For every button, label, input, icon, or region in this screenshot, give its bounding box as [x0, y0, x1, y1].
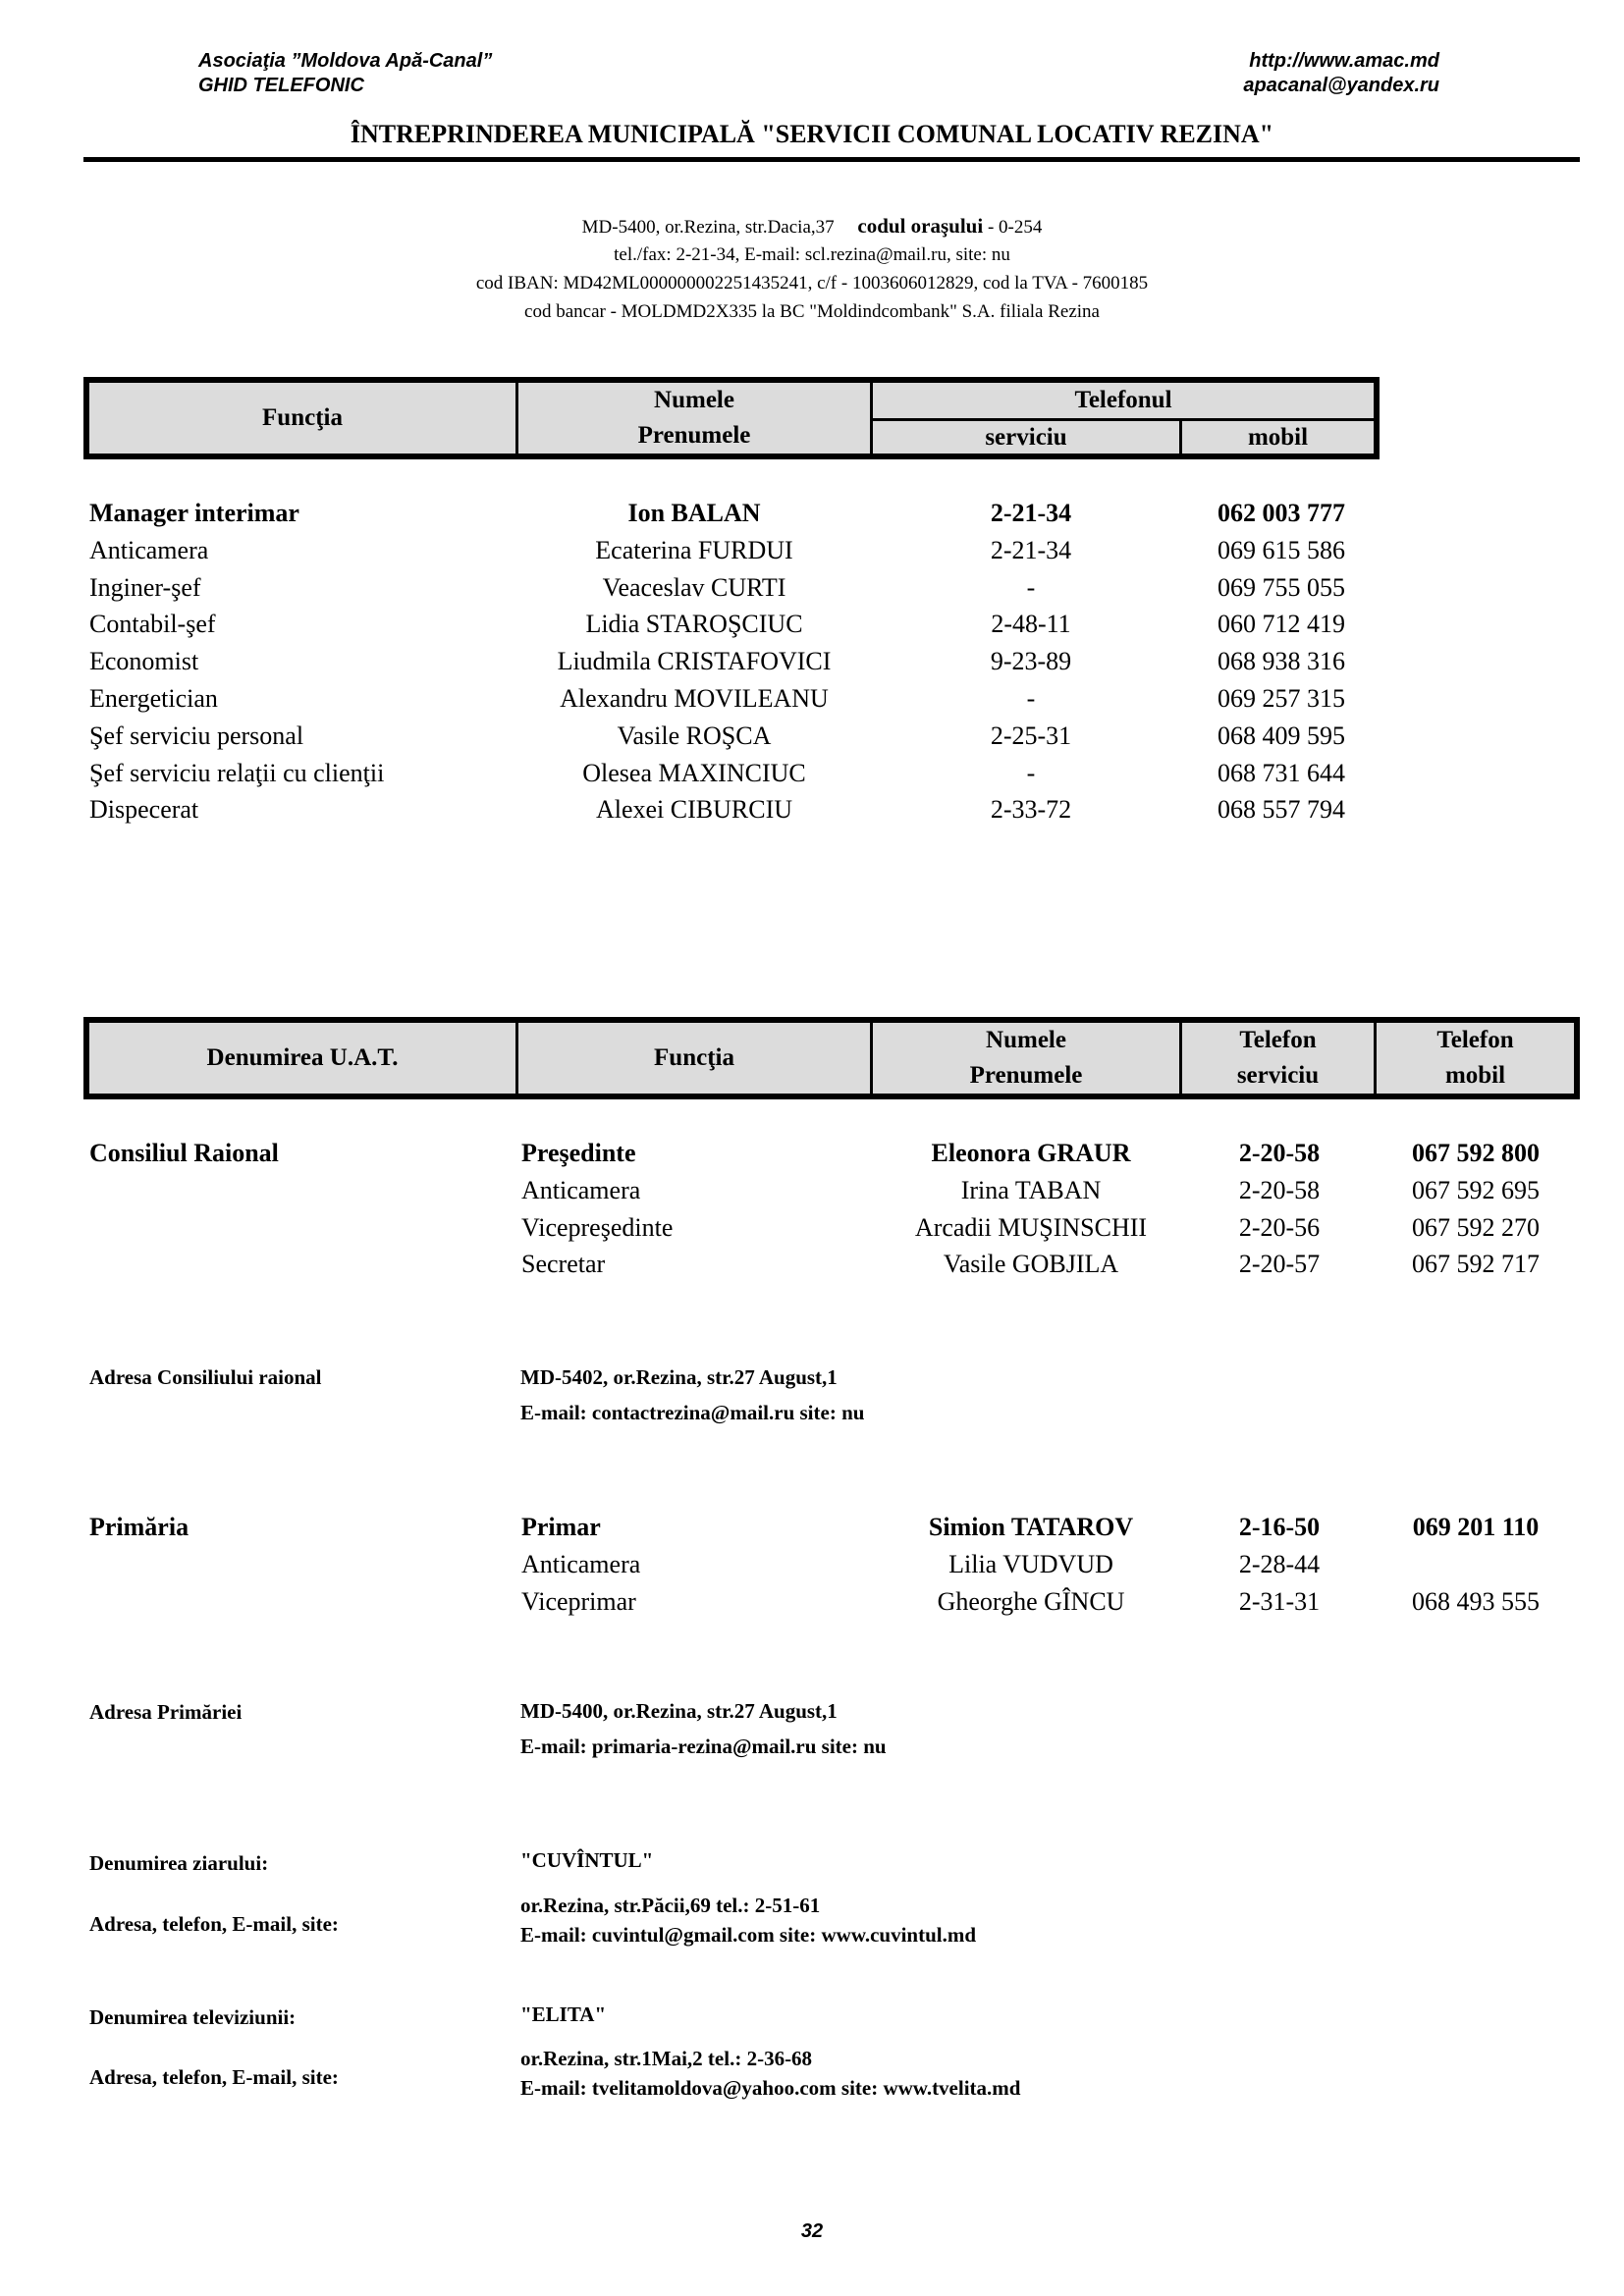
table2-header-uat: Denumirea U.A.T. — [86, 1020, 518, 1096]
tv-label: Denumirea televiziunii: — [89, 2005, 297, 2029]
table1-cell-nume: Alexandru MOVILEANU — [560, 684, 829, 713]
table1-header-functia: Funcţia — [86, 380, 518, 456]
table1-cell-mobil: 068 731 644 — [1218, 758, 1345, 787]
company-info-line1: MD-5400, or.Rezina, str.Dacia,37 codul oraşului - 0-254 — [581, 214, 1043, 238]
table1-cell-mobil: 069 615 586 — [1218, 535, 1345, 564]
table2-header-functia: Funcţia — [515, 1020, 873, 1096]
table1-header-mobil: mobil — [1179, 418, 1377, 456]
uat-primaria-name: Primăria — [89, 1513, 189, 1541]
tv-name: "ELITA" — [520, 2002, 607, 2026]
header-org: Asociaţia ”Moldova Apă-Canal” — [198, 50, 493, 72]
table1-cell-mobil: 068 938 316 — [1218, 647, 1345, 676]
ziar-label: Denumirea ziarului: — [89, 1851, 269, 1875]
table1-cell-serviciu: - — [1026, 684, 1036, 713]
table1-cell-serviciu: 2-21-34 — [990, 535, 1072, 564]
table2-cell-serviciu: 2-20-56 — [1238, 1212, 1321, 1242]
table1-cell-nume: Ecaterina FURDUI — [595, 535, 793, 564]
table2-cell-functia: Preşedinte — [521, 1139, 636, 1167]
table1-cell-functia: Şef serviciu personal — [89, 721, 304, 750]
primaria-address-label: Adresa Primăriei — [89, 1700, 243, 1724]
header-guide: GHID TELEFONIC — [198, 75, 364, 96]
consiliul-address-label: Adresa Consiliului raional — [89, 1365, 322, 1389]
table2-cell-functia: Primar — [521, 1513, 601, 1541]
table2-cell-nume: Gheorghe GÎNCU — [937, 1586, 1125, 1616]
table2-cell-nume: Eleonora GRAUR — [931, 1139, 1131, 1167]
table2-cell-mobil: 067 592 270 — [1412, 1212, 1540, 1242]
table2-cell-nume: Lilia VUDVUD — [948, 1549, 1113, 1578]
table1-cell-functia: Energetician — [89, 684, 218, 713]
table2-header-tel-mobil: Telefon mobil — [1374, 1020, 1577, 1096]
ziar-name: "CUVÎNTUL" — [520, 1848, 654, 1872]
table2-cell-serviciu: 2-20-58 — [1238, 1175, 1321, 1204]
table1-header-serviciu: serviciu — [870, 418, 1182, 456]
company-info-line2: tel./fax: 2-21-34, E-mail: scl.rezina@mail.ru, site: nu — [614, 244, 1010, 265]
table1-cell-nume: Alexei CIBURCIU — [595, 795, 793, 825]
table1-cell-functia: Şef serviciu relaţii cu clienţii — [89, 758, 385, 787]
page-number: 32 — [800, 2220, 824, 2242]
table1-cell-mobil: 069 755 055 — [1218, 572, 1345, 602]
table1-header-telefonul: Telefonul — [870, 380, 1377, 421]
table2-cell-serviciu: 2-20-57 — [1238, 1250, 1321, 1279]
table1-cell-serviciu: 2-33-72 — [990, 795, 1072, 825]
table2-cell-mobil — [1373, 1546, 1579, 1582]
tv-address-line1: or.Rezina, str.1Mai,2 tel.: 2-36-68 — [520, 2047, 813, 2070]
table1-cell-mobil: 069 257 315 — [1218, 684, 1345, 713]
table2-cell-serviciu: 2-16-50 — [1238, 1513, 1321, 1541]
table1-header-numele: Numele Prenumele — [515, 380, 873, 456]
table1-cell-mobil: 062 003 777 — [1218, 499, 1345, 527]
table1-cell-serviciu: 9-23-89 — [990, 647, 1072, 676]
table1-cell-functia: Dispecerat — [89, 795, 199, 825]
table1-cell-nume: Olesea MAXINCIUC — [582, 758, 806, 787]
table2-cell-mobil: 067 592 800 — [1412, 1139, 1540, 1167]
table2-cell-functia: Anticamera — [521, 1175, 641, 1204]
header-url: http://www.amac.md — [1249, 50, 1439, 72]
table1-cell-functia: Manager interimar — [89, 499, 299, 527]
table2-cell-mobil: 068 493 555 — [1412, 1586, 1540, 1616]
table2-cell-nume: Simion TATAROV — [928, 1513, 1134, 1541]
table1-cell-serviciu: - — [1026, 572, 1036, 602]
table1-cell-nume: Liudmila CRISTAFOVICI — [557, 647, 832, 676]
table1-cell-mobil: 068 557 794 — [1218, 795, 1345, 825]
consiliul-address-line1: MD-5402, or.Rezina, str.27 August,1 — [520, 1365, 838, 1389]
ziar-address-label: Adresa, telefon, E-mail, site: — [89, 1912, 339, 1936]
tv-address-label: Adresa, telefon, E-mail, site: — [89, 2065, 339, 2089]
page-title: ÎNTREPRINDEREA MUNICIPALĂ "SERVICII COMUNAL LOCATIV REZINA" — [350, 120, 1274, 148]
table1-cell-serviciu: 2-21-34 — [990, 499, 1072, 527]
table1-cell-serviciu: - — [1026, 758, 1036, 787]
header-email: apacanal@yandex.ru — [1243, 75, 1439, 96]
consiliul-address-line2: E-mail: contactrezina@mail.ru site: nu — [520, 1401, 865, 1424]
table1-cell-nume: Veaceslav CURTI — [602, 572, 786, 602]
table2-cell-functia: Anticamera — [521, 1549, 641, 1578]
primaria-address-line2: E-mail: primaria-rezina@mail.ru site: nu — [520, 1735, 887, 1758]
company-info-line4: cod bancar - MOLDMD2X335 la BC "Moldindcombank" S.A. filiala Rezina — [524, 301, 1100, 322]
table2-header-tel-serviciu: Telefon serviciu — [1179, 1020, 1377, 1096]
table2-cell-nume: Irina TABAN — [960, 1175, 1102, 1204]
table2-cell-mobil: 067 592 695 — [1412, 1175, 1540, 1204]
table2-cell-nume: Vasile GOBJILA — [943, 1250, 1119, 1279]
table1-cell-functia: Inginer-şef — [89, 572, 201, 602]
table2-cell-functia: Vicepreşedinte — [521, 1212, 674, 1242]
table2-cell-serviciu: 2-31-31 — [1238, 1586, 1321, 1616]
table1-cell-nume: Lidia STAROŞCIUC — [585, 610, 803, 639]
title-rule — [83, 157, 1580, 162]
table2-cell-serviciu: 2-28-44 — [1238, 1549, 1321, 1578]
table1-cell-functia: Economist — [89, 647, 199, 676]
table1-cell-nume: Ion BALAN — [627, 499, 761, 527]
table1-cell-nume: Vasile ROŞCA — [617, 721, 772, 750]
table1-cell-mobil: 060 712 419 — [1218, 610, 1345, 639]
table2-header — [83, 1017, 1580, 1099]
table1-header — [83, 377, 1380, 459]
table1-cell-functia: Anticamera — [89, 535, 209, 564]
table1-cell-mobil: 068 409 595 — [1218, 721, 1345, 750]
table1-cell-serviciu: 2-48-11 — [991, 610, 1071, 639]
ziar-address-line1: or.Rezina, str.Păcii,69 tel.: 2-51-61 — [520, 1894, 821, 1917]
ziar-address-line2: E-mail: cuvintul@gmail.com site: www.cuvintul.md — [520, 1923, 977, 1947]
table2-cell-serviciu: 2-20-58 — [1238, 1139, 1321, 1167]
company-info-line3: cod IBAN: MD42ML000000002251435241, c/f - 1003606012829, cod la TVA - 7600185 — [475, 273, 1149, 294]
table2-cell-nume: Arcadii MUŞINSCHII — [914, 1212, 1148, 1242]
table2-cell-functia: Secretar — [521, 1250, 606, 1279]
uat-consiliul-name: Consiliul Raional — [89, 1139, 279, 1167]
table1-cell-functia: Contabil-şef — [89, 610, 216, 639]
table2-cell-mobil: 069 201 110 — [1412, 1513, 1540, 1541]
tv-address-line2: E-mail: tvelitamoldova@yahoo.com site: www.tvelita.md — [520, 2076, 1021, 2100]
table2-cell-mobil: 067 592 717 — [1412, 1250, 1540, 1279]
table2-cell-functia: Viceprimar — [521, 1586, 636, 1616]
table2-header-numele: Numele Prenumele — [870, 1020, 1182, 1096]
table1-cell-serviciu: 2-25-31 — [990, 721, 1072, 750]
primaria-address-line1: MD-5400, or.Rezina, str.27 August,1 — [520, 1699, 838, 1723]
